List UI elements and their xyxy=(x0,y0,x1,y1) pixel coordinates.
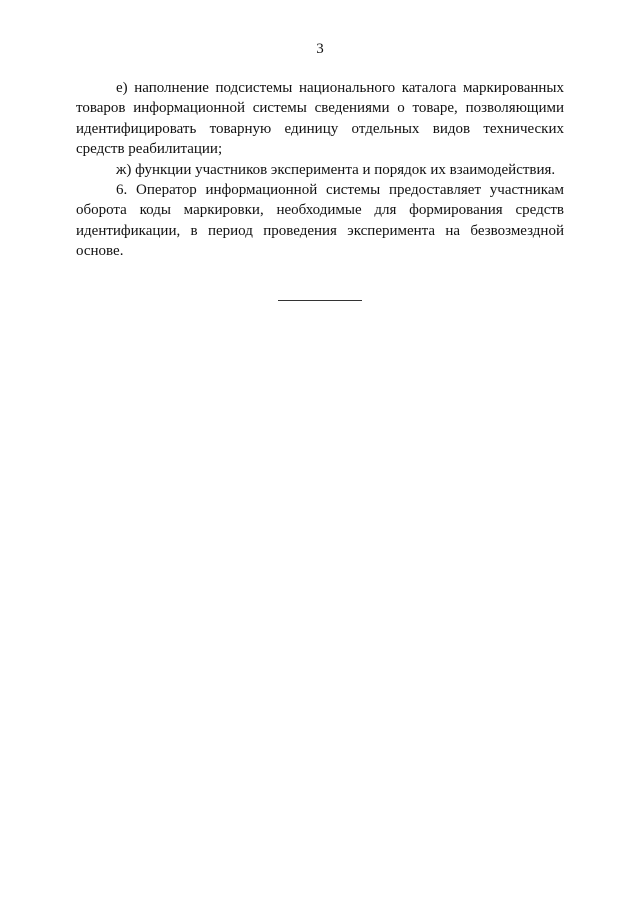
paragraph-zh: ж) функции участников эксперимента и порядок их взаимодействия. xyxy=(116,161,556,178)
page-number: 3 xyxy=(316,41,324,57)
end-of-document-rule xyxy=(278,300,362,301)
paragraph-6: 6. Оператор информационной системы предоставляет участникам оборота коды маркировки, необходимые для формирования средств идентификации, в период проведения эксперимента на безвозмездной основе. xyxy=(76,182,564,260)
paragraph-e: е) наполнение подсистемы национального каталога маркированных товаров информационной системы сведениями о товаре, позволяющими идентифицировать товарную единицу отдельных видов технических средств реабилитации; xyxy=(76,80,564,158)
document-body xyxy=(76,78,564,262)
